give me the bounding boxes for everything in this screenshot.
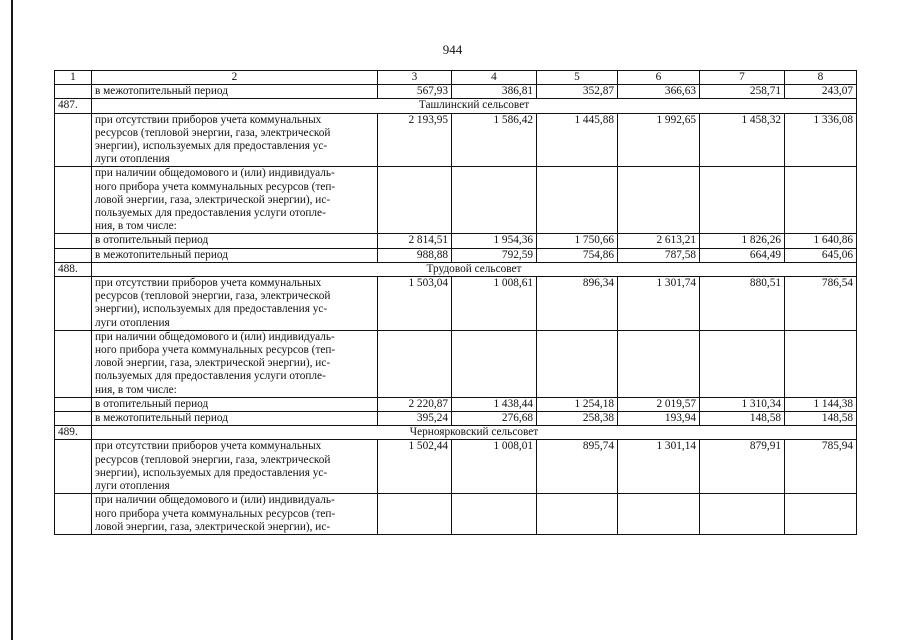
- value-cell: [618, 330, 700, 397]
- row-description: [92, 277, 378, 331]
- value-cell: 1 503,04: [378, 277, 452, 331]
- table-row: [55, 440, 857, 494]
- row-number: [55, 167, 92, 234]
- value-cell: [700, 494, 785, 535]
- value-cell: 258,71: [700, 85, 785, 99]
- row-number: [55, 248, 92, 262]
- value-cell: 148,58: [785, 412, 857, 426]
- value-cell: 1 586,42: [452, 113, 537, 167]
- description-line: при отсутствии приборов учета коммунальных: [95, 113, 322, 126]
- value-cell: 1 301,74: [618, 277, 700, 331]
- row-description: [92, 330, 378, 397]
- value-cell: [378, 494, 452, 535]
- value-cell: [618, 167, 700, 234]
- section-title: Ташлинский сельсовет: [92, 99, 857, 113]
- value-cell: 352,87: [537, 85, 618, 99]
- value-cell: 2 220,87: [378, 397, 452, 411]
- value-cell: 148,58: [700, 412, 785, 426]
- table-row: [55, 330, 857, 397]
- table-row: [55, 277, 857, 331]
- description-line: луги отопления: [95, 480, 170, 493]
- description-line: ного прибора учета коммунальных ресурсов (теп-: [95, 180, 336, 193]
- description-line: при отсутствии приборов учета коммунальных: [95, 440, 322, 453]
- row-number: [55, 234, 92, 248]
- value-cell: 1 640,86: [785, 234, 857, 248]
- description-line: пользуемых для предоставления услуги отопле-: [95, 207, 326, 220]
- value-cell: 896,34: [537, 277, 618, 331]
- value-cell: [618, 494, 700, 535]
- value-cell: 395,24: [378, 412, 452, 426]
- value-cell: 1 008,61: [452, 277, 537, 331]
- column-number-header: 1: [55, 71, 92, 85]
- value-cell: 785,94: [785, 440, 857, 494]
- description-line: луги отопления: [95, 153, 170, 166]
- row-number: [55, 113, 92, 167]
- row-description: [92, 440, 378, 494]
- value-cell: 2 193,95: [378, 113, 452, 167]
- description-line: ния, в том числе:: [95, 383, 177, 396]
- description-line: ного прибора учета коммунальных ресурсов (теп-: [95, 344, 336, 357]
- row-description: в отопительный период: [92, 234, 378, 248]
- value-cell: 1 954,36: [452, 234, 537, 248]
- table-row: [55, 113, 857, 167]
- header-row: [55, 71, 857, 85]
- value-cell: 193,94: [618, 412, 700, 426]
- value-cell: 386,81: [452, 85, 537, 99]
- row-description: в межотопительный период: [92, 412, 378, 426]
- value-cell: 567,93: [378, 85, 452, 99]
- value-cell: 1 310,34: [700, 397, 785, 411]
- description-line: ресурсов (тепловой энергии, газа, электрической: [95, 453, 331, 466]
- column-number-header: 5: [537, 71, 618, 85]
- section-title: Трудовой сельсовет: [92, 262, 857, 276]
- table-body: [55, 71, 857, 535]
- value-cell: 1 438,44: [452, 397, 537, 411]
- value-cell: [700, 330, 785, 397]
- column-number-header: 3: [378, 71, 452, 85]
- value-cell: [785, 494, 857, 535]
- description-line: при наличии общедомового и (или) индивидуаль-: [95, 494, 335, 507]
- value-cell: [537, 167, 618, 234]
- section-row: [55, 426, 857, 440]
- value-cell: [537, 494, 618, 535]
- value-cell: [785, 167, 857, 234]
- value-cell: 258,38: [537, 412, 618, 426]
- column-number-header: 7: [700, 71, 785, 85]
- table-row: [55, 85, 857, 99]
- description-line: пользуемых для предоставления услуги отопле-: [95, 370, 326, 383]
- description-line: ния, в том числе:: [95, 220, 177, 233]
- value-cell: 645,06: [785, 248, 857, 262]
- column-number-header: 8: [785, 71, 857, 85]
- value-cell: 1 254,18: [537, 397, 618, 411]
- column-number-header: 6: [618, 71, 700, 85]
- table-row: [55, 494, 857, 535]
- table-row: [55, 248, 857, 262]
- value-cell: 1 826,26: [700, 234, 785, 248]
- value-cell: 1 336,08: [785, 113, 857, 167]
- value-cell: 366,63: [618, 85, 700, 99]
- value-cell: 1 301,14: [618, 440, 700, 494]
- description-line: ловой энергии, газа, электрической энергии), ис-: [95, 357, 331, 370]
- scan-binding-edge: [11, 0, 13, 640]
- table-row: [55, 412, 857, 426]
- row-number: [55, 85, 92, 99]
- row-number: 487.: [55, 99, 92, 113]
- value-cell: [378, 330, 452, 397]
- row-number: 489.: [55, 426, 92, 440]
- row-number: 488.: [55, 262, 92, 276]
- value-cell: 1 445,88: [537, 113, 618, 167]
- value-cell: [452, 167, 537, 234]
- row-description: в межотопительный период: [92, 85, 378, 99]
- description-line: ного прибора учета коммунальных ресурсов (теп-: [95, 507, 336, 520]
- page-number: 944: [442, 42, 463, 57]
- row-number: [55, 330, 92, 397]
- row-description: [92, 167, 378, 234]
- value-cell: [378, 167, 452, 234]
- description-line: ловой энергии, газа, электрической энергии), ис-: [95, 193, 331, 206]
- row-number: [55, 494, 92, 535]
- description-line: ресурсов (тепловой энергии, газа, электрической: [95, 290, 331, 303]
- value-cell: [452, 494, 537, 535]
- section-row: [55, 262, 857, 276]
- value-cell: 1 144,38: [785, 397, 857, 411]
- value-cell: 1 502,44: [378, 440, 452, 494]
- tariff-table: [54, 70, 857, 535]
- value-cell: 2 613,21: [618, 234, 700, 248]
- description-line: энергии), используемых для предоставления ус-: [95, 466, 328, 479]
- section-title: Черноярковский сельсовет: [92, 426, 857, 440]
- value-cell: 664,49: [700, 248, 785, 262]
- row-description: [92, 494, 378, 535]
- value-cell: [452, 330, 537, 397]
- description-line: ресурсов (тепловой энергии, газа, электрической: [95, 126, 331, 139]
- value-cell: 1 458,32: [700, 113, 785, 167]
- row-number: [55, 277, 92, 331]
- value-cell: 276,68: [452, 412, 537, 426]
- value-cell: 2 019,57: [618, 397, 700, 411]
- row-description: в отопительный период: [92, 397, 378, 411]
- section-row: [55, 99, 857, 113]
- value-cell: [700, 167, 785, 234]
- table-row: [55, 397, 857, 411]
- description-line: при отсутствии приборов учета коммунальных: [95, 277, 322, 290]
- description-line: ловой энергии, газа, электрической энергии), ис-: [95, 520, 331, 533]
- row-description: в межотопительный период: [92, 248, 378, 262]
- value-cell: 786,54: [785, 277, 857, 331]
- value-cell: 792,59: [452, 248, 537, 262]
- value-cell: 754,86: [537, 248, 618, 262]
- value-cell: 880,51: [700, 277, 785, 331]
- value-cell: 1 008,01: [452, 440, 537, 494]
- table-row: [55, 167, 857, 234]
- description-line: луги отопления: [95, 316, 170, 329]
- description-line: энергии), используемых для предоставления ус-: [95, 140, 328, 153]
- row-number: [55, 397, 92, 411]
- column-number-header: 4: [452, 71, 537, 85]
- value-cell: 895,74: [537, 440, 618, 494]
- value-cell: 787,58: [618, 248, 700, 262]
- description-line: энергии), используемых для предоставления ус-: [95, 303, 328, 316]
- value-cell: [785, 330, 857, 397]
- value-cell: 2 814,51: [378, 234, 452, 248]
- value-cell: 879,91: [700, 440, 785, 494]
- value-cell: 1 992,65: [618, 113, 700, 167]
- row-description: [92, 113, 378, 167]
- description-line: при наличии общедомового и (или) индивидуаль-: [95, 330, 335, 343]
- row-number: [55, 412, 92, 426]
- row-number: [55, 440, 92, 494]
- value-cell: 988,88: [378, 248, 452, 262]
- description-line: при наличии общедомового и (или) индивидуаль-: [95, 167, 335, 180]
- table-row: [55, 234, 857, 248]
- value-cell: [537, 330, 618, 397]
- value-cell: 1 750,66: [537, 234, 618, 248]
- column-number-header: 2: [92, 71, 378, 85]
- value-cell: 243,07: [785, 85, 857, 99]
